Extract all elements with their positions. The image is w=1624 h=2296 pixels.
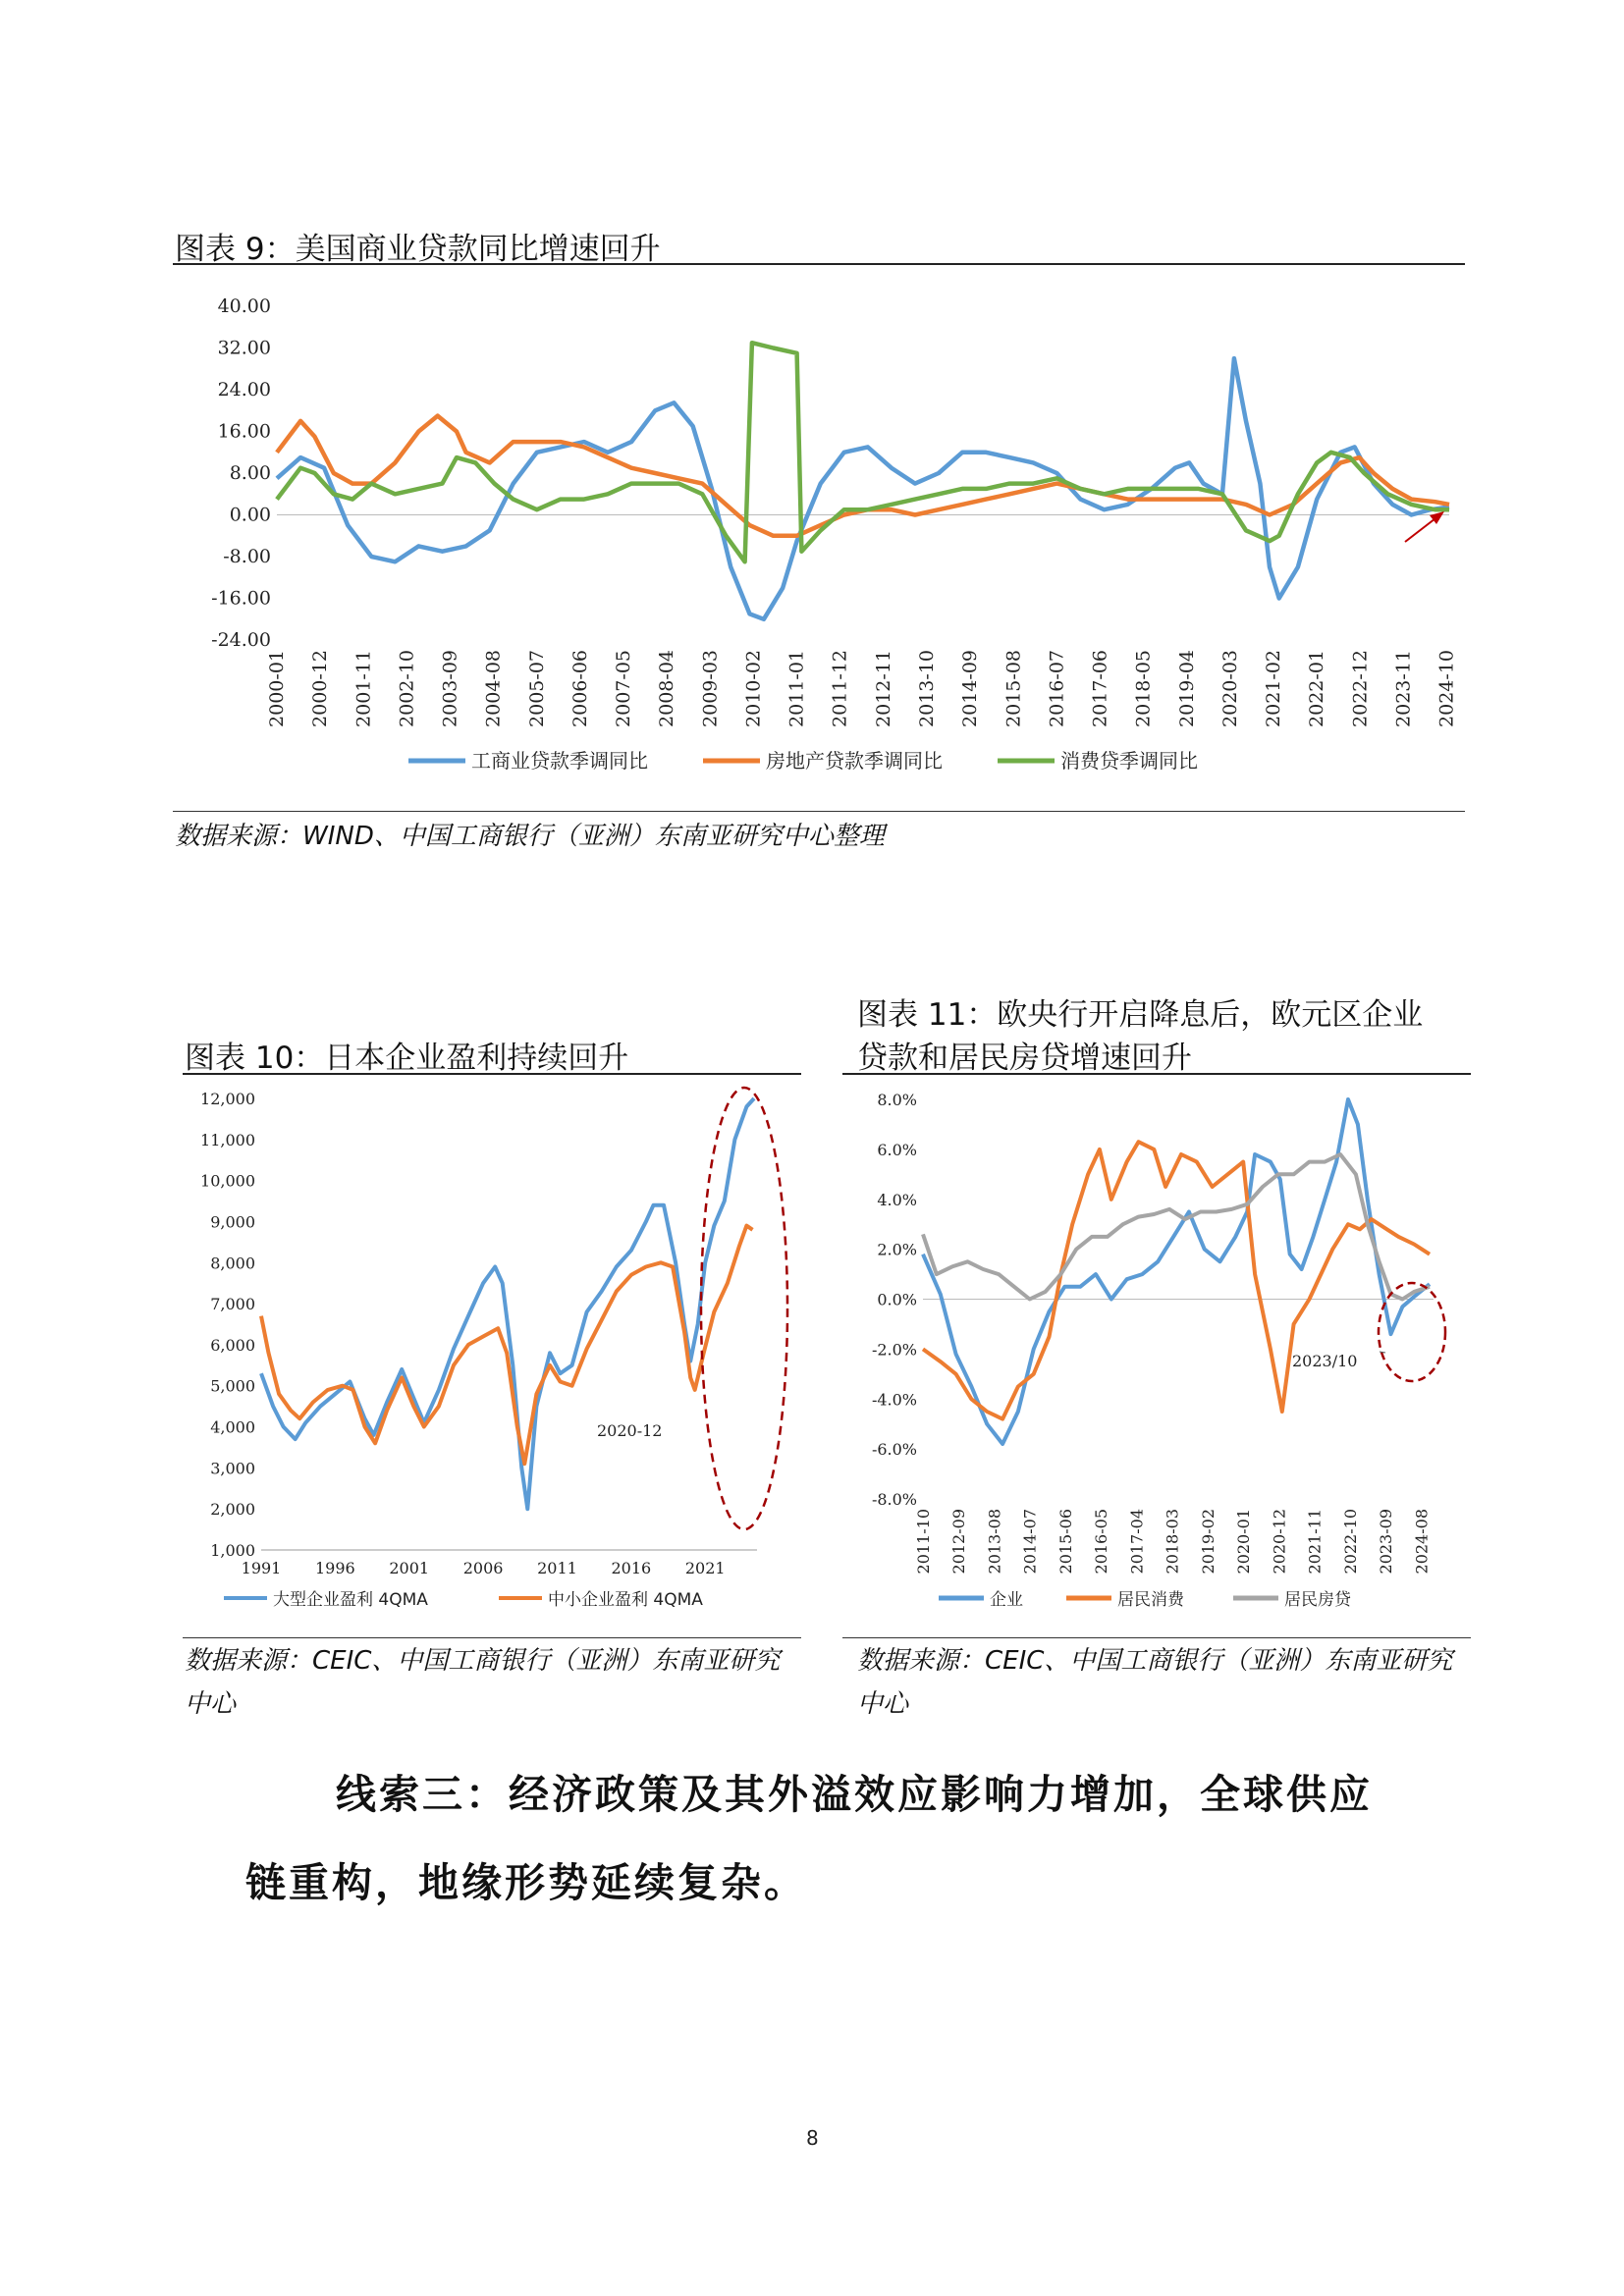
y-tick-label: -2.0% (871, 1340, 917, 1360)
x-tick-label: 2014-07 (1020, 1509, 1040, 1575)
x-tick-label: 2016-05 (1092, 1509, 1111, 1575)
x-tick-label: 2012-11 (872, 650, 894, 727)
x-tick-label: 2010-02 (742, 650, 765, 727)
x-tick-label: 2017-04 (1127, 1509, 1147, 1575)
y-tick-label: 5,000 (210, 1376, 255, 1396)
x-tick-label: 2011-01 (785, 650, 808, 727)
x-tick-label: 2020-03 (1218, 650, 1241, 727)
body-paragraph-line2: 链重构，地缘形势延续复杂。 (245, 1859, 807, 1906)
body-paragraph-line1: 线索三：经济政策及其外溢效应影响力增加，全球供应 (336, 1771, 1373, 1818)
legend-label-1: 企业 (990, 1590, 1023, 1610)
figure10-source: 数据来源：CEIC、中国工商银行（亚洲）东南亚研究中心 (185, 1646, 781, 1719)
figure11-title-line2: 贷款和居民房贷增速回升 (857, 1041, 1192, 1076)
page-number: 8 (806, 2126, 819, 2150)
x-tick-label: 2015-08 (1002, 650, 1025, 727)
series-line-2 (277, 416, 1449, 536)
figure11-title-line1: 图表 11：欧央行开启降息后，欧元区企业 (857, 997, 1424, 1033)
y-tick-label: 10,000 (200, 1171, 255, 1191)
series-line-1 (923, 1099, 1430, 1444)
x-tick-label: 2022-10 (1340, 1509, 1360, 1575)
x-tick-label: 2000-01 (266, 650, 288, 727)
y-tick-label: 16.00 (217, 420, 271, 443)
y-tick-label: -16.00 (211, 587, 271, 610)
x-tick-label: 2008-04 (656, 650, 678, 727)
y-tick-label: 8.0% (877, 1091, 917, 1109)
x-tick-label: 2021 (684, 1559, 726, 1577)
y-tick-label: -24.00 (211, 629, 271, 651)
x-tick-label: 2016-07 (1046, 650, 1068, 727)
legend-label-2: 中小企业盈利 4QMA (548, 1590, 703, 1610)
x-tick-label: 2003-09 (439, 650, 461, 727)
y-tick-label: 11,000 (200, 1130, 255, 1149)
annotation-2020-12: 2020-12 (597, 1421, 663, 1440)
y-tick-label: 4.0% (877, 1190, 917, 1209)
x-tick-label: 1991 (241, 1559, 282, 1577)
x-tick-label: 2019-04 (1175, 650, 1198, 727)
y-tick-label: -8.00 (223, 546, 271, 567)
y-tick-label: 32.00 (217, 337, 271, 359)
y-tick-label: -6.0% (871, 1440, 917, 1460)
series-line-2 (261, 1226, 753, 1465)
y-tick-label: 6.0% (877, 1140, 917, 1159)
annotation-leader (1380, 1352, 1385, 1353)
figure9-title: 图表 9：美国商业贷款同比增速回升 (175, 232, 661, 267)
x-tick-label: 2013-10 (915, 650, 938, 727)
x-tick-label: 2002-10 (396, 650, 418, 727)
y-tick-label: 7,000 (210, 1295, 255, 1314)
x-tick-label: 2016 (611, 1559, 652, 1577)
y-tick-label: 8.00 (229, 462, 271, 484)
x-tick-label: 2011-12 (829, 650, 851, 727)
y-tick-label: 24.00 (217, 379, 271, 400)
x-tick-label: 2015-06 (1056, 1509, 1075, 1575)
y-tick-label: 40.00 (217, 295, 271, 317)
y-tick-label: 0.0% (877, 1290, 917, 1309)
x-tick-label: 2013-08 (985, 1509, 1004, 1575)
x-tick-label: 2014-09 (959, 650, 982, 727)
x-tick-label: 2001 (389, 1559, 430, 1577)
x-tick-label: 2019-02 (1198, 1509, 1218, 1575)
y-tick-label: 6,000 (210, 1335, 255, 1355)
x-tick-label: 2021-02 (1263, 650, 1285, 727)
x-tick-label: 2020-01 (1234, 1509, 1254, 1575)
legend-label-2: 居民消费 (1117, 1590, 1184, 1610)
x-tick-label: 2018-05 (1132, 650, 1155, 727)
y-tick-label: 12,000 (200, 1090, 255, 1108)
series-line-2 (923, 1142, 1430, 1418)
y-tick-label: 9,000 (210, 1212, 255, 1232)
figure9-bottom-rule (173, 811, 1465, 812)
figure10-bottom-rule (183, 1637, 801, 1638)
legend-label-3: 居民房贷 (1284, 1590, 1351, 1610)
x-tick-label: 2018-03 (1163, 1509, 1182, 1575)
legend-label-1: 工商业贷款季调同比 (471, 749, 648, 773)
legend-label-2: 房地产贷款季调同比 (766, 749, 943, 773)
x-tick-label: 2000-12 (309, 650, 332, 727)
x-tick-label: 2021-11 (1305, 1509, 1325, 1575)
figure11-bottom-rule (842, 1637, 1471, 1638)
y-tick-label: 4,000 (210, 1417, 255, 1437)
x-tick-label: 2022-12 (1349, 650, 1372, 727)
x-tick-label: 2022-01 (1306, 650, 1328, 727)
x-tick-label: 2020-12 (1270, 1509, 1289, 1575)
x-tick-label: 2011-10 (914, 1509, 933, 1575)
x-tick-label: 2024-08 (1412, 1509, 1432, 1575)
x-tick-label: 2012-09 (949, 1509, 969, 1575)
x-tick-label: 2004-08 (482, 650, 505, 727)
x-tick-label: 2023-09 (1377, 1509, 1396, 1575)
figure9-source: 数据来源：WIND、中国工商银行（亚洲）东南亚研究中心整理 (175, 822, 885, 851)
y-tick-label: 2,000 (210, 1500, 255, 1520)
figure10-title: 图表 10：日本企业盈利持续回升 (185, 1041, 629, 1076)
x-tick-label: 1996 (315, 1559, 355, 1577)
series-line-3 (277, 343, 1449, 561)
legend-label-1: 大型企业盈利 4QMA (273, 1590, 428, 1610)
y-tick-label: 3,000 (210, 1459, 255, 1478)
x-tick-label: 2001-11 (352, 650, 375, 727)
x-tick-label: 2006 (462, 1559, 504, 1577)
x-tick-label: 2006-06 (568, 650, 591, 727)
y-tick-label: -8.0% (871, 1490, 917, 1509)
legend-label-3: 消费贷季调同比 (1060, 749, 1198, 773)
figure11-source: 数据来源：CEIC、中国工商银行（亚洲）东南亚研究中心 (857, 1646, 1453, 1719)
figure9-chart (173, 280, 1465, 810)
x-tick-label: 2009-03 (699, 650, 722, 727)
x-tick-label: 2017-06 (1089, 650, 1111, 727)
figure9-top-rule (173, 263, 1465, 265)
x-tick-label: 2024-10 (1435, 650, 1458, 727)
annotation-2023-10: 2023/10 (1292, 1352, 1358, 1370)
figure11-chart (842, 1075, 1471, 1625)
figure10-chart (183, 1075, 801, 1625)
y-tick-label: -4.0% (871, 1390, 917, 1410)
x-tick-label: 2023-11 (1392, 650, 1415, 727)
x-tick-label: 2007-05 (613, 650, 635, 727)
series-line-1 (277, 358, 1449, 619)
y-tick-label: 2.0% (877, 1240, 917, 1259)
x-tick-label: 2005-07 (525, 650, 548, 727)
y-tick-label: 0.00 (229, 504, 271, 526)
y-tick-label: 8,000 (210, 1254, 255, 1273)
y-tick-label: 1,000 (210, 1541, 255, 1560)
x-tick-label: 2011 (537, 1559, 577, 1577)
